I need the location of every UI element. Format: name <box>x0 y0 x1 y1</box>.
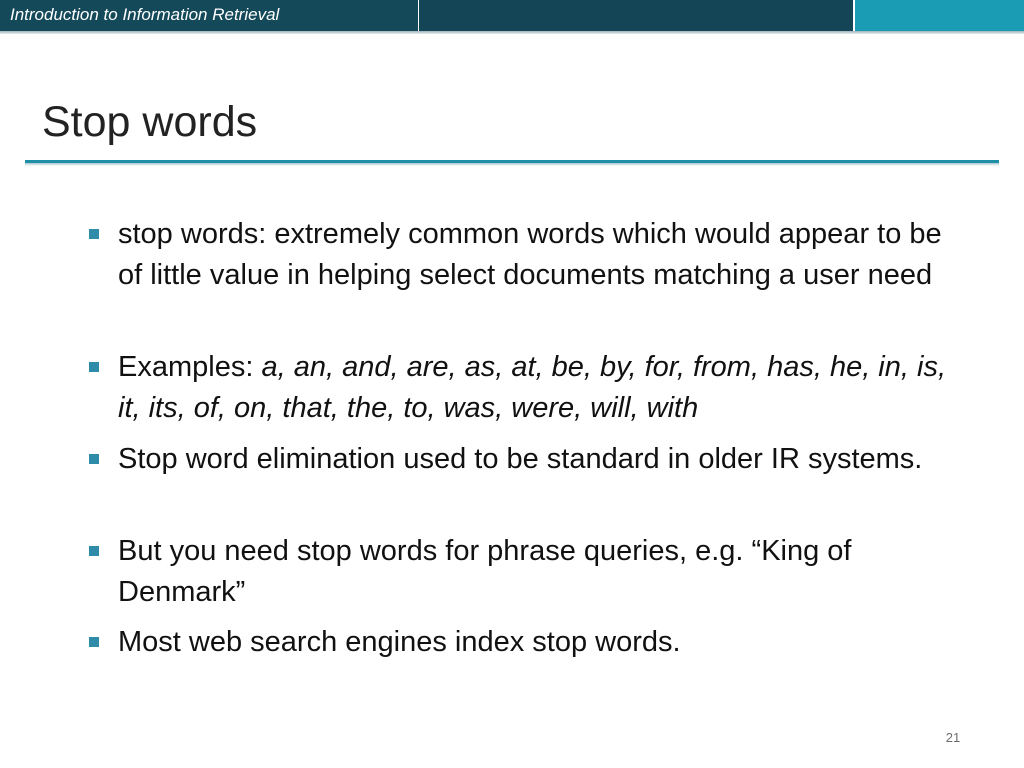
bullet-item-examples <box>118 347 968 429</box>
square-bullet-icon <box>89 454 99 464</box>
square-bullet-icon <box>89 229 99 239</box>
bullet-item-phrase-queries <box>118 531 968 613</box>
bullet-item-elimination <box>118 439 968 480</box>
example-stop-words: a, an, and, are, as, at, be, by, for, from, has, he, in, is, it, its, of, on, that, the, to, was, were, will, with <box>118 351 946 424</box>
page-number: 21 <box>945 730 961 745</box>
bullet-lead: Examples: <box>118 351 262 383</box>
slide-title: Stop words <box>42 98 258 146</box>
bullet-text: stop words: extremely common words which would appear to be of little value in helping select documents matching a user need <box>118 218 942 291</box>
course-title: Introduction to Information Retrieval <box>10 5 280 24</box>
square-bullet-icon <box>89 637 99 647</box>
square-bullet-icon <box>89 362 99 372</box>
square-bullet-icon <box>89 546 99 556</box>
bullet-text: Stop word elimination used to be standard in older IR systems. <box>118 443 923 475</box>
bullet-text: Most web search engines index stop words. <box>118 626 681 658</box>
bullet-text: But you need stop words for phrase queries, e.g. “King of Denmark” <box>118 535 852 608</box>
bullet-item-definition <box>118 214 968 296</box>
bullet-item-web-search <box>118 622 968 663</box>
